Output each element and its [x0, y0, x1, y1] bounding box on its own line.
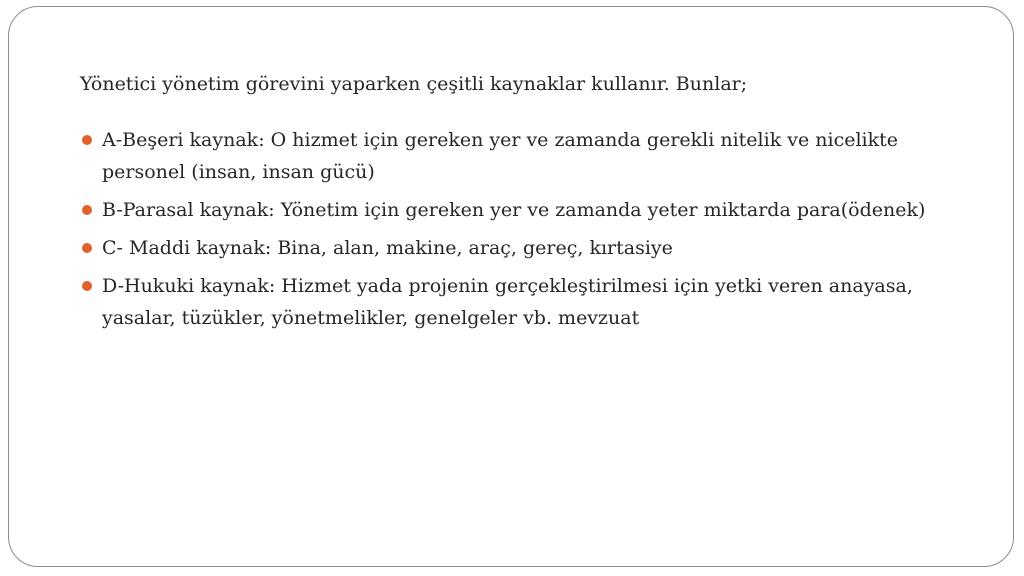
bullet-icon: [82, 135, 92, 145]
list-item-text: C- Maddi kaynak: Bina, alan, makine, araç, gereç, kırtasiye: [102, 237, 673, 259]
list-item-text: A-Beşeri kaynak: O hizmet için gereken yer ve zamanda gerekli nitelik ve nicelikte personel (insan, insan gücü): [102, 129, 899, 183]
list-item: [80, 194, 960, 226]
intro-text: Yönetici yönetim görevini yaparken çeşitli kaynaklar kullanır. Bunlar;: [80, 73, 748, 95]
bullet-icon: [82, 281, 92, 291]
list-item: [80, 232, 960, 264]
list-item: [80, 270, 960, 334]
list-item-text: B-Parasal kaynak: Yönetim için gereken yer ve zamanda yeter miktarda para(ödenek): [102, 199, 926, 221]
bullet-icon: [82, 243, 92, 253]
list-item-text: D-Hukuki kaynak: Hizmet yada projenin gerçekleştirilmesi için yetki veren anayasa, yasalar, tüzükler, yönetmelikler, genelgeler vb. mevzuat: [102, 275, 913, 329]
slide-content: [80, 68, 960, 340]
bullet-icon: [82, 205, 92, 215]
list-item: [80, 124, 960, 188]
resource-list: [80, 124, 960, 334]
